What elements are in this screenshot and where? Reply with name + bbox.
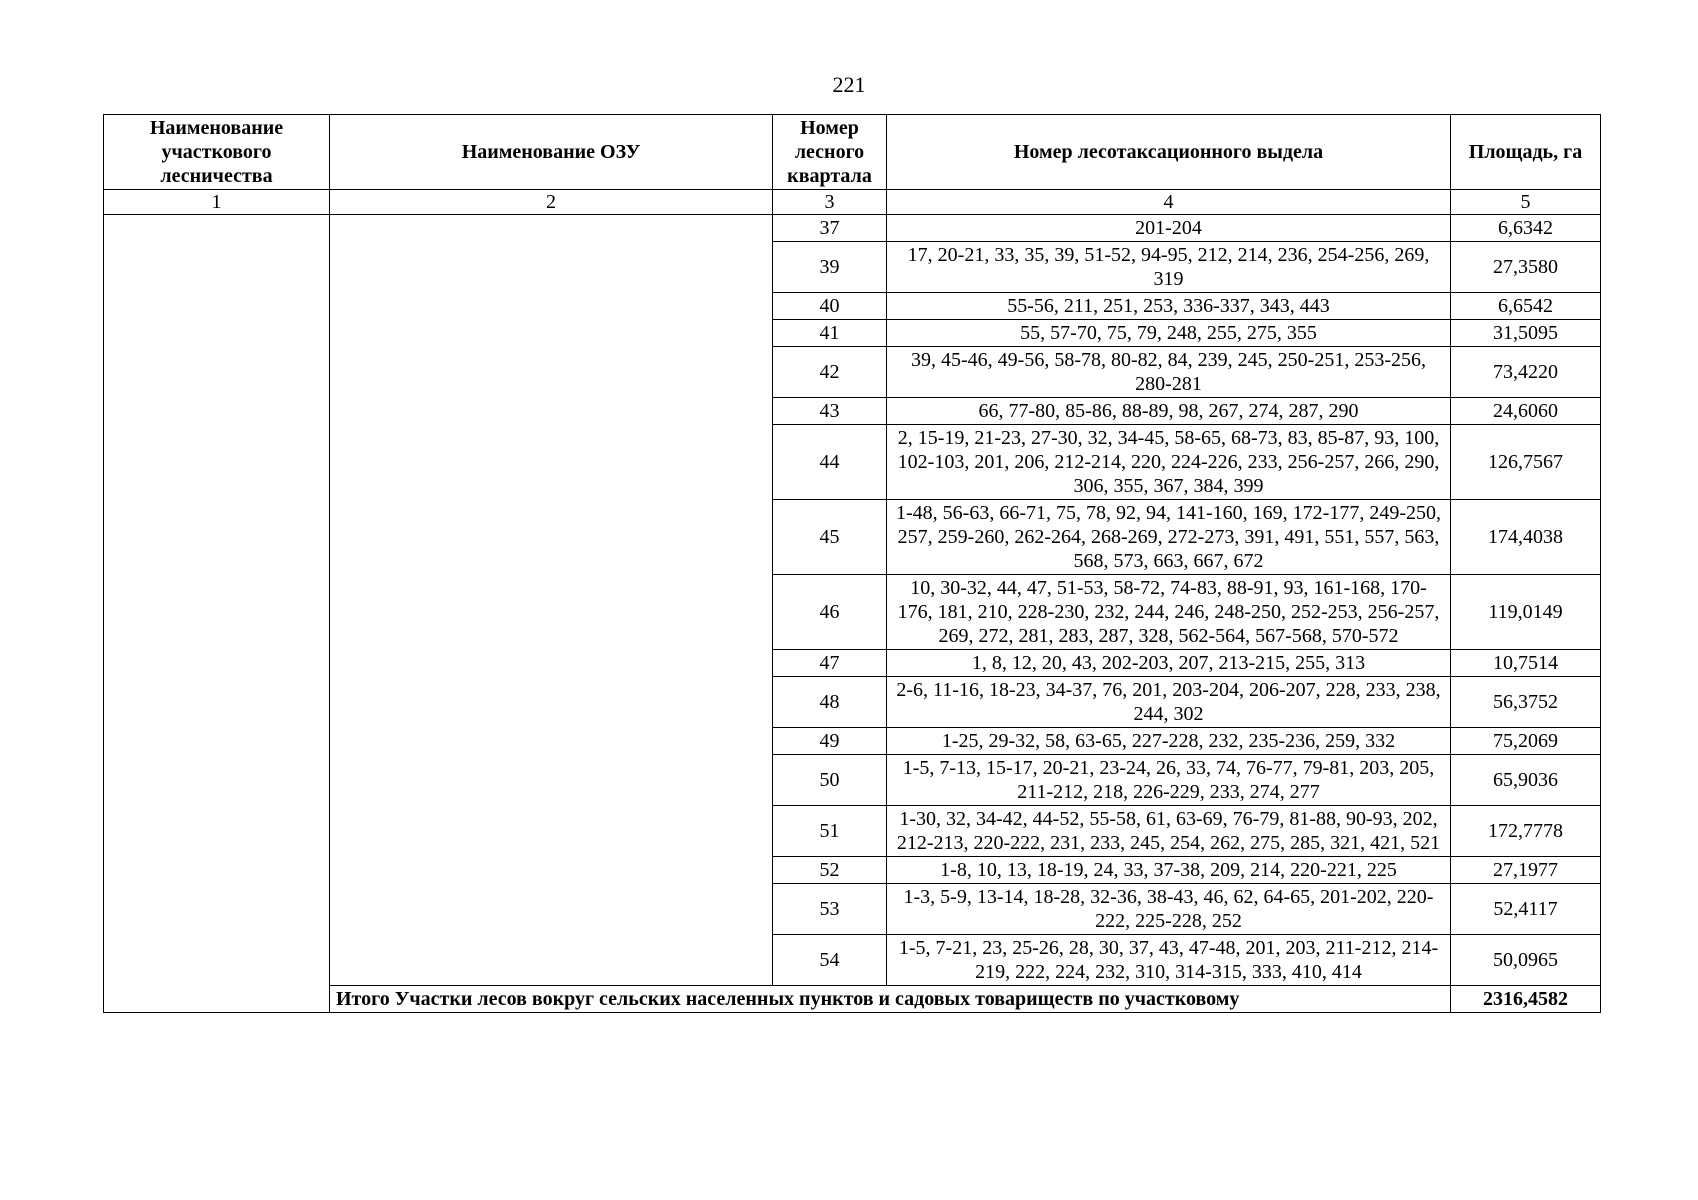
ozu-name-cell [330,215,773,986]
area-cell: 126,7567 [1451,425,1601,500]
vydel-numbers-cell: 2, 15-19, 21-23, 27-30, 32, 34-45, 58-65, 68-73, 83, 85-87, 93, 100, 102-103, 201, 206, 212-214, 220, 224-226, 233, 256-257, 266, 290, 306, 355, 367, 384, 399 [887,425,1451,500]
header-ozu-name: Наименование ОЗУ [330,115,773,190]
area-cell: 65,9036 [1451,755,1601,806]
vydel-numbers-cell: 55-56, 211, 251, 253, 336-337, 343, 443 [887,293,1451,320]
header-kvartal-number: Номер лесного квартала [773,115,887,190]
area-cell: 174,4038 [1451,500,1601,575]
total-label: Итого Участки лесов вокруг сельских населенных пунктов и садовых товариществ по участковому [330,986,1451,1013]
vydel-numbers-cell: 55, 57-70, 75, 79, 248, 255, 275, 355 [887,320,1451,347]
kvartal-number-cell: 45 [773,500,887,575]
kvartal-number-cell: 44 [773,425,887,500]
area-cell: 27,3580 [1451,242,1601,293]
area-cell: 119,0149 [1451,575,1601,650]
area-cell: 52,4117 [1451,884,1601,935]
area-cell: 27,1977 [1451,857,1601,884]
column-number: 5 [1451,190,1601,215]
header-vydel-number: Номер лесотаксационного выдела [887,115,1451,190]
table-body [104,215,1601,1013]
vydel-numbers-cell: 2-6, 11-16, 18-23, 34-37, 76, 201, 203-204, 206-207, 228, 233, 238, 244, 302 [887,677,1451,728]
forestry-name-cell [104,215,330,1013]
vydel-numbers-cell: 1-3, 5-9, 13-14, 18-28, 32-36, 38-43, 46, 62, 64-65, 201-202, 220-222, 225-228, 252 [887,884,1451,935]
kvartal-number-cell: 40 [773,293,887,320]
kvartal-number-cell: 41 [773,320,887,347]
column-number-row [104,190,1601,215]
column-number: 1 [104,190,330,215]
area-cell: 56,3752 [1451,677,1601,728]
kvartal-number-cell: 39 [773,242,887,293]
kvartal-number-cell: 47 [773,650,887,677]
vydel-numbers-cell: 1, 8, 12, 20, 43, 202-203, 207, 213-215, 255, 313 [887,650,1451,677]
area-cell: 24,6060 [1451,398,1601,425]
table-row [104,215,1601,242]
area-cell: 75,2069 [1451,728,1601,755]
vydel-numbers-cell: 1-25, 29-32, 58, 63-65, 227-228, 232, 235-236, 259, 332 [887,728,1451,755]
area-cell: 6,6342 [1451,215,1601,242]
kvartal-number-cell: 53 [773,884,887,935]
kvartal-number-cell: 54 [773,935,887,986]
area-cell: 172,7778 [1451,806,1601,857]
page-number: 221 [832,72,866,97]
kvartal-number-cell: 52 [773,857,887,884]
kvartal-number-cell: 50 [773,755,887,806]
area-cell: 6,6542 [1451,293,1601,320]
area-cell: 10,7514 [1451,650,1601,677]
kvartal-number-cell: 42 [773,347,887,398]
vydel-numbers-cell: 1-8, 10, 13, 18-19, 24, 33, 37-38, 209, 214, 220-221, 225 [887,857,1451,884]
vydel-numbers-cell: 1-5, 7-13, 15-17, 20-21, 23-24, 26, 33, 74, 76-77, 79-81, 203, 205, 211-212, 218, 226-229, 233, 274, 277 [887,755,1451,806]
column-number: 3 [773,190,887,215]
vydel-numbers-cell: 1-48, 56-63, 66-71, 75, 78, 92, 94, 141-160, 169, 172-177, 249-250, 257, 259-260, 262-264, 268-269, 272-273, 391, 491, 551, 557, 563, 568, 573, 663, 667, 672 [887,500,1451,575]
forest-plots-table [103,114,1601,1013]
vydel-numbers-cell: 66, 77-80, 85-86, 88-89, 98, 267, 274, 287, 290 [887,398,1451,425]
kvartal-number-cell: 51 [773,806,887,857]
header-forestry-name: Наименование участкового лесничества [104,115,330,190]
area-cell: 73,4220 [1451,347,1601,398]
vydel-numbers-cell: 10, 30-32, 44, 47, 51-53, 58-72, 74-83, 88-91, 93, 161-168, 170-176, 181, 210, 228-230, 232, 244, 246, 248-250, 252-253, 256-257, 269, 272, 281, 283, 287, 328, 562-564, 567-568, 570-572 [887,575,1451,650]
header-row [104,115,1601,190]
header-area: Площадь, га [1451,115,1601,190]
kvartal-number-cell: 46 [773,575,887,650]
area-cell: 31,5095 [1451,320,1601,347]
column-number: 4 [887,190,1451,215]
vydel-numbers-cell: 39, 45-46, 49-56, 58-78, 80-82, 84, 239, 245, 250-251, 253-256, 280-281 [887,347,1451,398]
total-value: 2316,4582 [1451,986,1601,1013]
area-cell: 50,0965 [1451,935,1601,986]
kvartal-number-cell: 48 [773,677,887,728]
vydel-numbers-cell: 17, 20-21, 33, 35, 39, 51-52, 94-95, 212, 214, 236, 254-256, 269, 319 [887,242,1451,293]
vydel-numbers-cell: 1-5, 7-21, 23, 25-26, 28, 30, 37, 43, 47-48, 201, 203, 211-212, 214-219, 222, 224, 232, 310, 314-315, 333, 410, 414 [887,935,1451,986]
vydel-numbers-cell: 1-30, 32, 34-42, 44-52, 55-58, 61, 63-69, 76-79, 81-88, 90-93, 202, 212-213, 220-222, 231, 233, 245, 254, 262, 275, 285, 321, 421, 521 [887,806,1451,857]
column-number: 2 [330,190,773,215]
kvartal-number-cell: 37 [773,215,887,242]
kvartal-number-cell: 43 [773,398,887,425]
vydel-numbers-cell: 201-204 [887,215,1451,242]
kvartal-number-cell: 49 [773,728,887,755]
